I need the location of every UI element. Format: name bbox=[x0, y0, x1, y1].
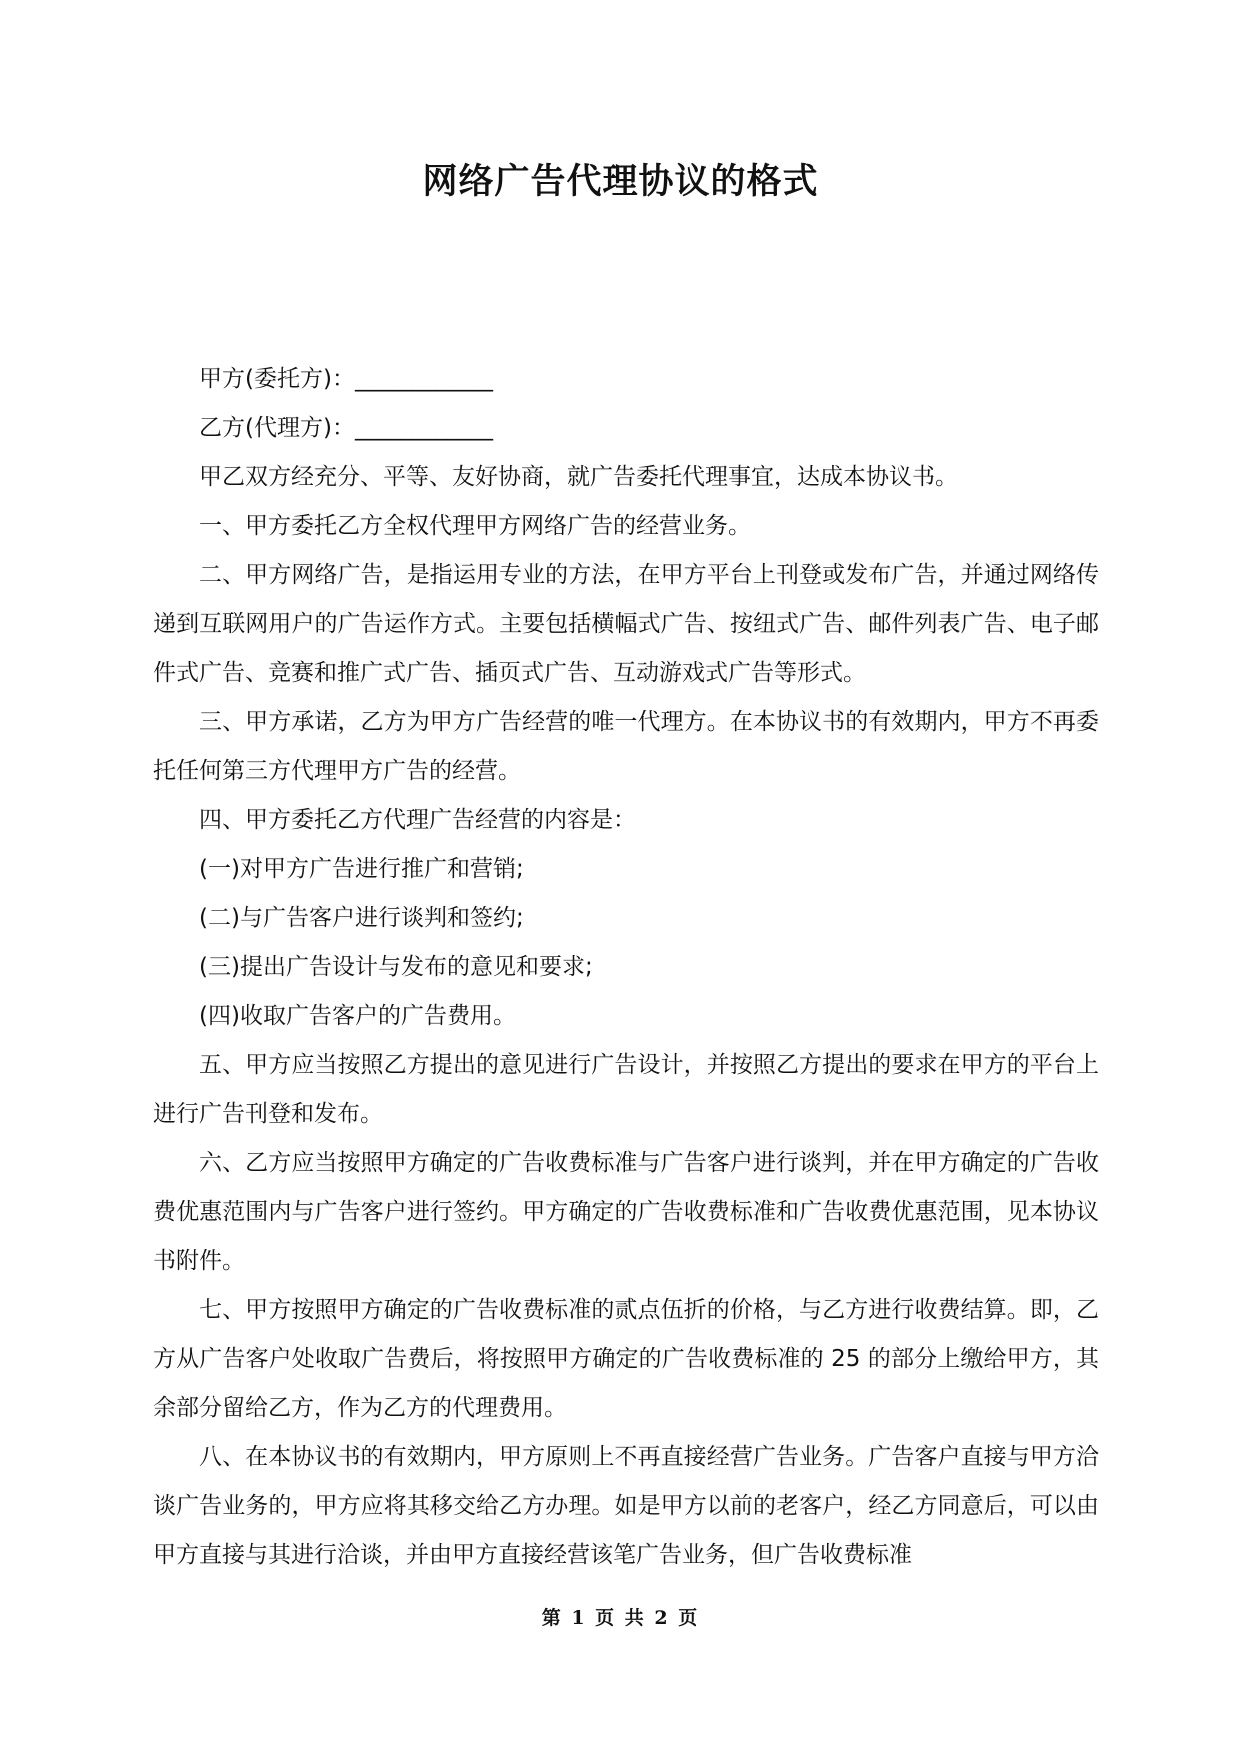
clause-5: 五、甲方应当按照乙方提出的意见进行广告设计，并按照乙方提出的要求在甲方的平台上进行广告刊登和发布。 bbox=[153, 1052, 1099, 1127]
party-a-line: 甲方(委托方)：____________ bbox=[199, 366, 493, 392]
clause-4-item-1: (一)对甲方广告进行推广和营销; bbox=[199, 856, 524, 882]
party-b-line: 乙方(代理方)：____________ bbox=[199, 415, 493, 441]
clause-1: 一、甲方委托乙方全权代理甲方网络广告的经营业务。 bbox=[199, 513, 751, 539]
document-title: 网络广告代理协议的格式 bbox=[422, 162, 819, 202]
clause-4-item-3: (三)提出广告设计与发布的意见和要求; bbox=[199, 954, 593, 980]
clause-3: 三、甲方承诺，乙方为甲方广告经营的唯一代理方。在本协议书的有效期内，甲方不再委托任何第三方代理甲方广告的经营。 bbox=[153, 709, 1099, 784]
clause-4-item-2: (二)与广告客户进行谈判和签约; bbox=[199, 905, 524, 931]
clause-4-item-4: (四)收取广告客户的广告费用。 bbox=[199, 1003, 516, 1029]
preamble-paragraph: 甲乙双方经充分、平等、友好协商，就广告委托代理事宜，达成本协议书。 bbox=[199, 464, 958, 490]
clause-6: 六、乙方应当按照甲方确定的广告收费标准与广告客户进行谈判，并在甲方确定的广告收费优惠范围内与广告客户进行签约。甲方确定的广告收费标准和广告收费优惠范围，见本协议书附件。 bbox=[153, 1150, 1099, 1274]
clause-8: 八、在本协议书的有效期内，甲方原则上不再直接经营广告业务。广告客户直接与甲方洽谈广告业务的，甲方应将其移交给乙方办理。如是甲方以前的老客户，经乙方同意后，可以由甲方直接与其进行洽谈，并由甲方直接经营该笔广告业务，但广告收费标准 bbox=[153, 1444, 1099, 1568]
clause-2: 二、甲方网络广告，是指运用专业的方法，在甲方平台上刊登或发布广告，并通过网络传递到互联网用户的广告运作方式。主要包括横幅式广告、按纽式广告、邮件列表广告、电子邮件式广告、竞赛和推广式广告、插页式广告、互动游戏式广告等形式。 bbox=[153, 562, 1099, 686]
clause-7: 七、甲方按照甲方确定的广告收费标准的贰点伍折的价格，与乙方进行收费结算。即，乙方从广告客户处收取广告费后，将按照甲方确定的广告收费标准的 25 的部分上缴给甲方，其余部分留给乙方，作为乙方的代理费用。 bbox=[153, 1297, 1099, 1421]
clause-4: 四、甲方委托乙方代理广告经营的内容是： bbox=[199, 807, 636, 833]
document-body bbox=[153, 355, 1099, 1580]
page-footer: 第 1 页 共 2 页 bbox=[541, 1607, 700, 1629]
